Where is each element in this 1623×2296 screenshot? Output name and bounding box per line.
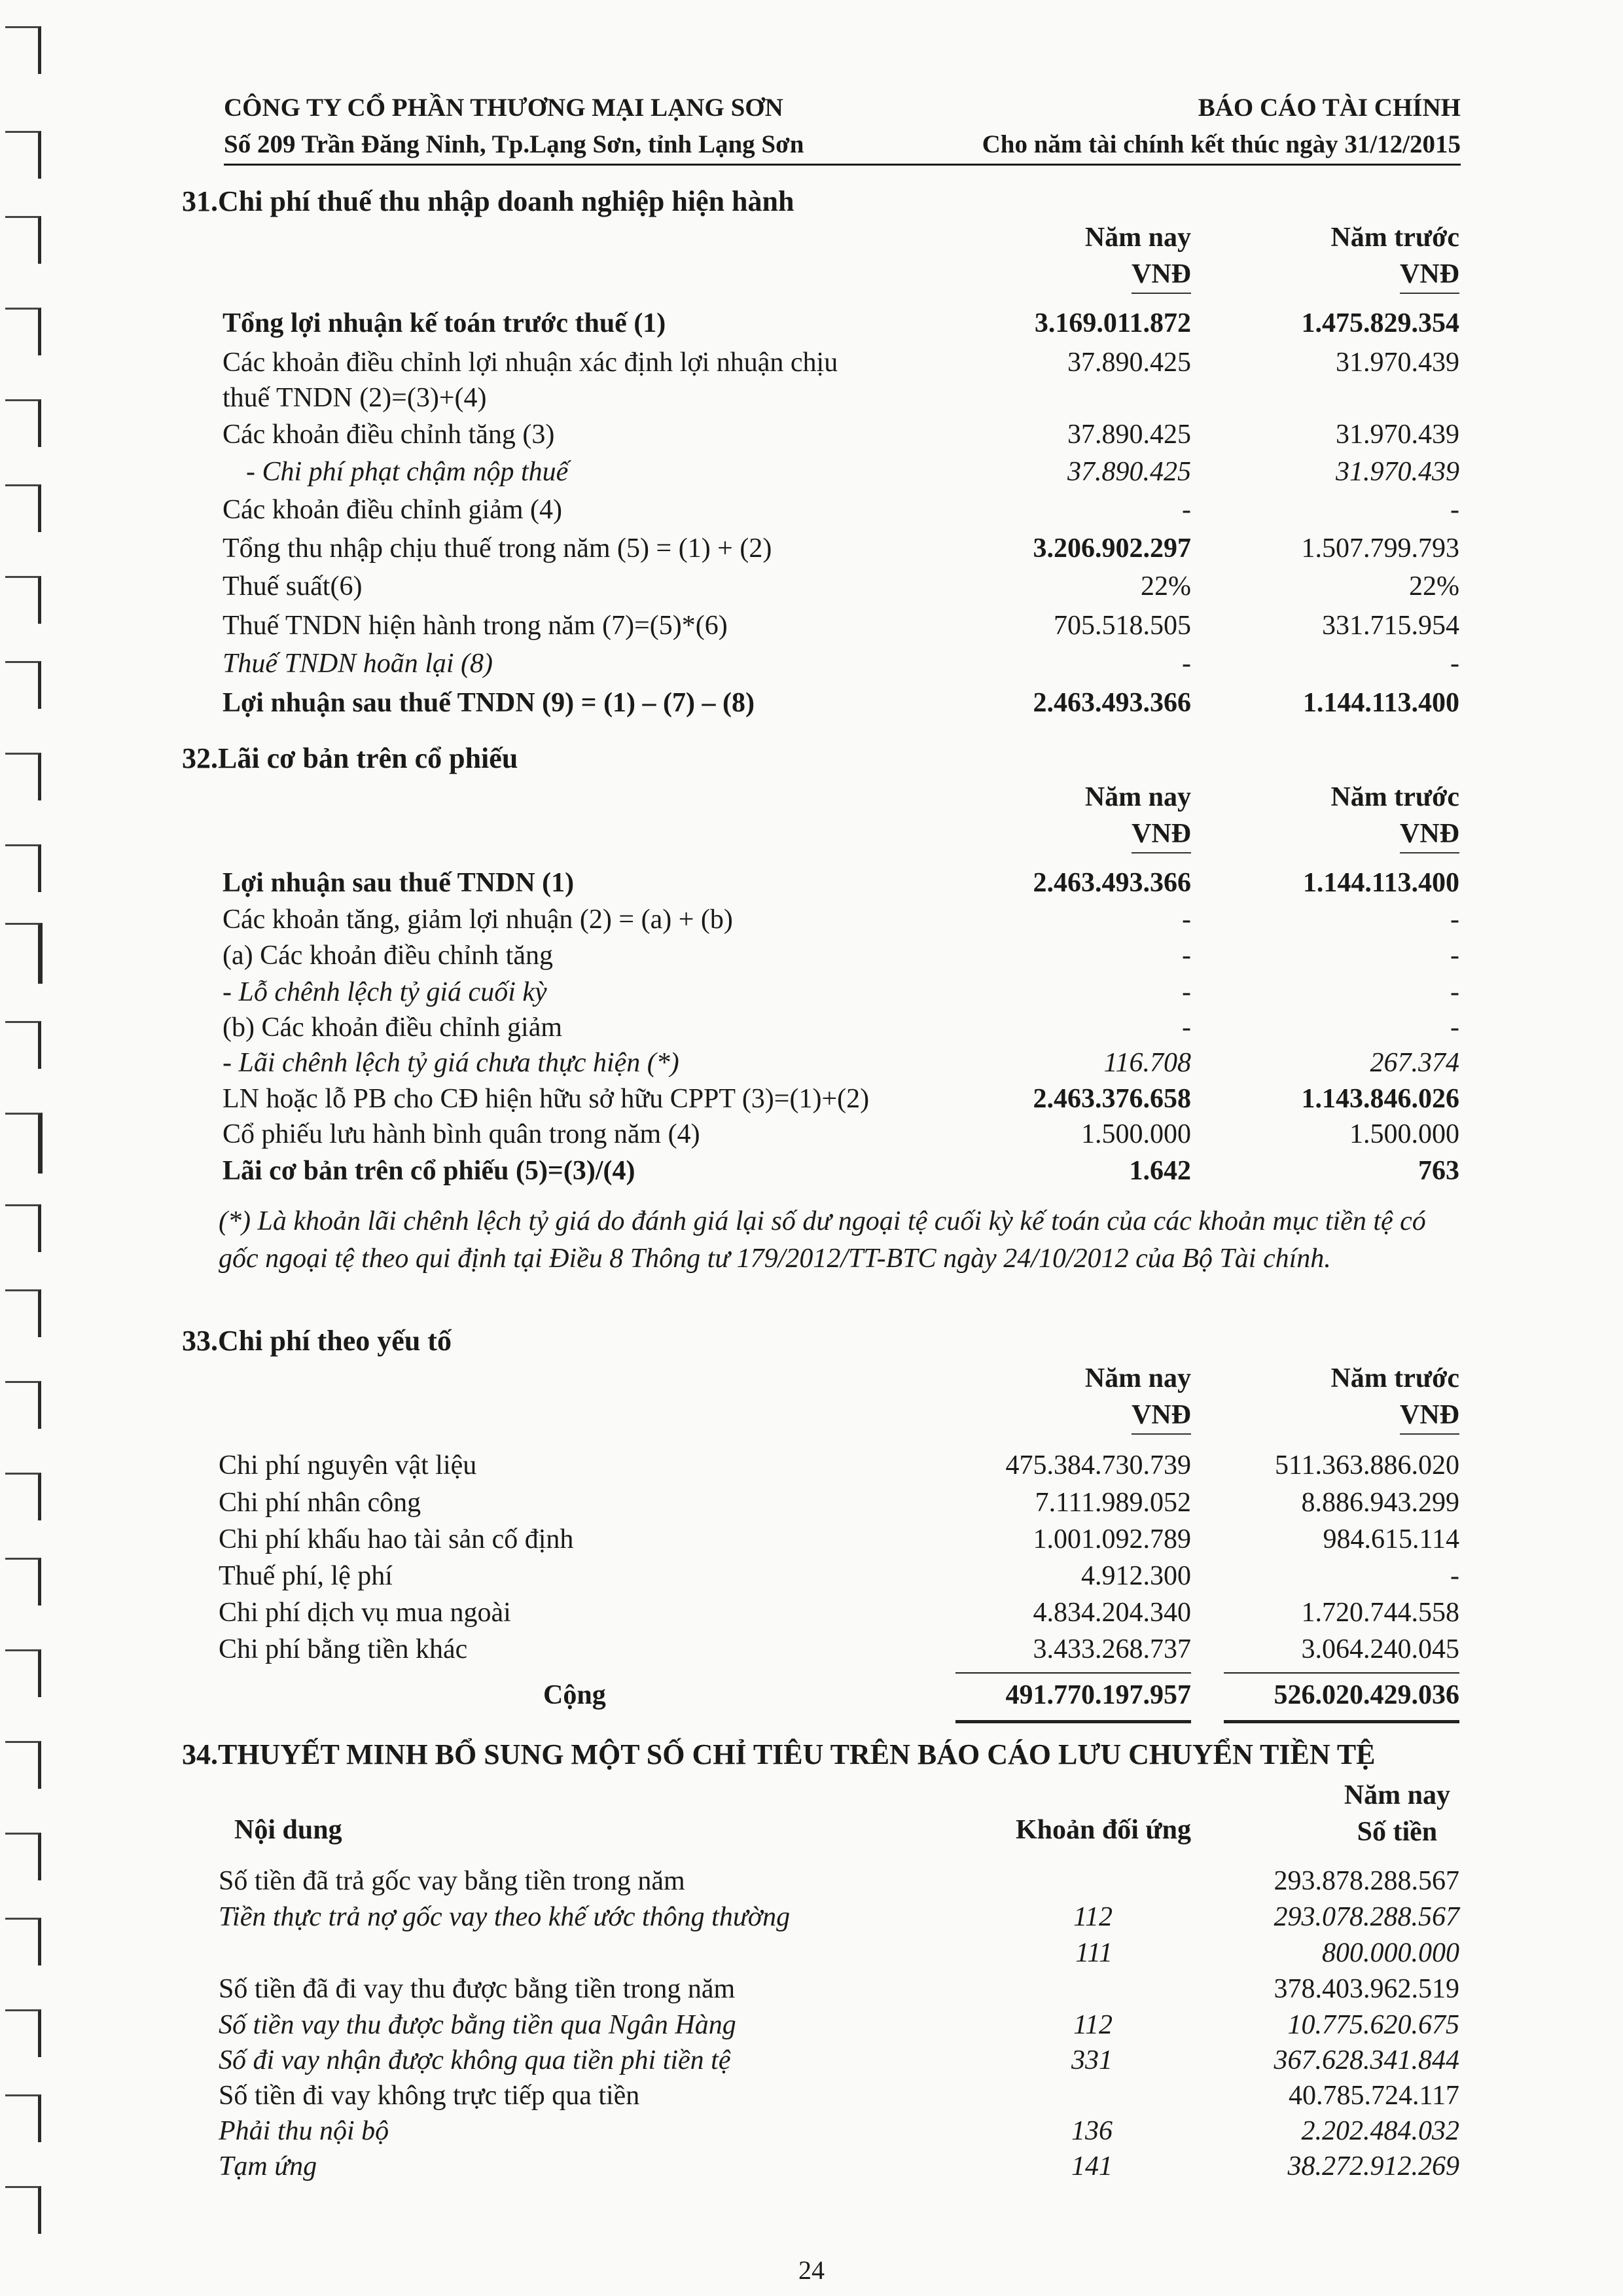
table-row: Các khoản tăng, giảm lợi nhuận (2) = (a) + (b) - - — [223, 905, 1459, 935]
s34-col-amount: Năm nay Số tiền — [1344, 1780, 1450, 1847]
table-row: Chi phí dịch vụ mua ngoài 4.834.204.340 1.720.744.558 — [219, 1598, 1459, 1628]
report-period: Cho năm tài chính kết thúc ngày 31/12/2015 — [982, 130, 1461, 158]
table-row: Thuế phí, lệ phí 4.912.300 - — [219, 1561, 1459, 1591]
table-row: (a) Các khoản điều chỉnh tăng - - — [223, 941, 1459, 971]
table-row: Cổ phiếu lưu hành bình quân trong năm (4) 1.500.000 1.500.000 — [223, 1119, 1459, 1149]
s33-col-previous: Năm trước VNĐ — [1330, 1360, 1459, 1435]
section-31-title: 31.Chi phí thuế thu nhập doanh nghiệp hiện hành — [182, 185, 794, 217]
table-row: LN hoặc lỗ PB cho CĐ hiện hữu sở hữu CPPT (3)=(1)+(2) 2.463.376.658 1.143.846.026 — [223, 1084, 1459, 1114]
page-number: 24 — [798, 2255, 825, 2285]
table-row: Tổng thu nhập chịu thuế trong năm (5) = (1) + (2) 3.206.902.297 1.507.799.793 — [223, 533, 1459, 564]
company-address: Số 209 Trần Đăng Ninh, Tp.Lạng Sơn, tỉnh Lạng Sơn — [224, 130, 804, 158]
table-row: Tạm ứng 141 38.272.912.269 — [219, 2151, 1459, 2181]
company-name: CÔNG TY CỔ PHẦN THƯƠNG MẠI LẠNG SƠN — [224, 94, 783, 122]
table-row: Số tiền đã trả gốc vay bằng tiền trong năm 293.878.288.567 — [219, 1866, 1459, 1896]
table-row: Thuế suất(6) 22% 22% — [223, 571, 1459, 601]
report-title: BÁO CÁO TÀI CHÍNH — [1198, 94, 1461, 122]
footnote: (*) Là khoản lãi chênh lệch tỷ giá do đánh giá lại số dư ngoại tệ cuối kỳ kế toán của các khoản mục tiền tệ có gốc ngoại tệ theo qui định tại Điều 8 Thông tư 179/2012/TT-BTC ngày 24/10/2012 của Bộ Tài chính. — [219, 1206, 1426, 1274]
section-32-title: 32.Lãi cơ bản trên cổ phiếu — [182, 742, 518, 774]
table-row: Số tiền đã đi vay thu được bằng tiền trong năm 378.403.962.519 — [219, 1974, 1459, 2004]
table-row: thuế TNDN (2)=(3)+(4) — [223, 383, 487, 413]
s32-col-previous: Năm trước VNĐ — [1330, 779, 1459, 853]
s31-col-current: Năm nay VNĐ — [1085, 219, 1191, 294]
table-row: Số đi vay nhận được không qua tiền phi tiền tệ 331 367.628.341.844 — [219, 2045, 1459, 2075]
table-row: Lãi cơ bản trên cổ phiếu (5)=(3)/(4) 1.642 763 — [223, 1156, 1459, 1186]
table-row: Tổng lợi nhuận kế toán trước thuế (1) 3.169.011.872 1.475.829.354 — [223, 308, 1459, 338]
total-row: Cộng 491.770.197.957 526.020.429.036 — [543, 1680, 1459, 1710]
table-row: Chi phí nguyên vật liệu 475.384.730.739 511.363.886.020 — [219, 1450, 1459, 1480]
table-row: Phải thu nội bộ 136 2.202.484.032 — [219, 2116, 1459, 2146]
table-row: Số tiền đi vay không trực tiếp qua tiền 40.785.724.117 — [219, 2081, 1459, 2111]
total-line-previous — [1224, 1720, 1459, 1723]
total-line-current — [955, 1720, 1191, 1723]
table-row: - Chi phí phạt chậm nộp thuế 37.890.425 31.970.439 — [246, 457, 1459, 487]
table-row: Lợi nhuận sau thuế TNDN (1) 2.463.493.366 1.144.113.400 — [223, 868, 1459, 898]
table-row: Chi phí khấu hao tài sản cố định 1.001.092.789 984.615.114 — [219, 1524, 1459, 1554]
table-row: Các khoản điều chỉnh giảm (4) - - — [223, 495, 1459, 525]
table-row: Lợi nhuận sau thuế TNDN (9) = (1) – (7) – (8) 2.463.493.366 1.144.113.400 — [223, 688, 1459, 718]
section-34-title: 34.THUYẾT MINH BỔ SUNG MỘT SỐ CHỈ TIÊU TRÊN BÁO CÁO LƯU CHUYỂN TIỀN TỆ — [182, 1738, 1376, 1770]
s34-col-content: Nội dung — [234, 1815, 342, 1845]
table-row: (b) Các khoản điều chỉnh giảm - - — [223, 1013, 1459, 1043]
subtotal-line-current — [955, 1672, 1191, 1674]
table-row: Các khoản điều chỉnh tăng (3) 37.890.425 31.970.439 — [223, 420, 1459, 450]
section-33-title: 33.Chi phí theo yếu tố — [182, 1325, 452, 1357]
table-row: Các khoản điều chỉnh lợi nhuận xác định lợi nhuận chịu 37.890.425 31.970.439 — [223, 348, 1459, 378]
subtotal-line-previous — [1224, 1672, 1459, 1674]
table-row: Thuế TNDN hiện hành trong năm (7)=(5)*(6) 705.518.505 331.715.954 — [223, 611, 1459, 641]
s31-col-previous: Năm trước VNĐ — [1330, 219, 1459, 294]
table-row: Chi phí nhân công 7.111.989.052 8.886.943.299 — [219, 1488, 1459, 1518]
table-row: Thuế TNDN hoãn lại (8) - - — [223, 649, 1459, 679]
s33-col-current: Năm nay VNĐ — [1085, 1360, 1191, 1435]
table-row: - Lỗ chênh lệch tỷ giá cuối kỳ - - — [223, 977, 1459, 1007]
table-row: Tiền thực trả nợ gốc vay theo khế ước thông thường 112 293.078.288.567 — [219, 1902, 1459, 1932]
s34-col-account: Khoản đối ứng — [1016, 1815, 1191, 1845]
table-row: - Lãi chênh lệch tỷ giá chưa thực hiện (*) 116.708 267.374 — [223, 1048, 1459, 1078]
s32-col-current: Năm nay VNĐ — [1085, 779, 1191, 853]
table-row: Chi phí bằng tiền khác 3.433.268.737 3.064.240.045 — [219, 1634, 1459, 1664]
table-row: 111 800.000.000 — [1075, 1938, 1459, 1968]
table-row: Số tiền vay thu được bằng tiền qua Ngân Hàng 112 10.775.620.675 — [219, 2010, 1459, 2040]
page-header — [224, 92, 1461, 166]
